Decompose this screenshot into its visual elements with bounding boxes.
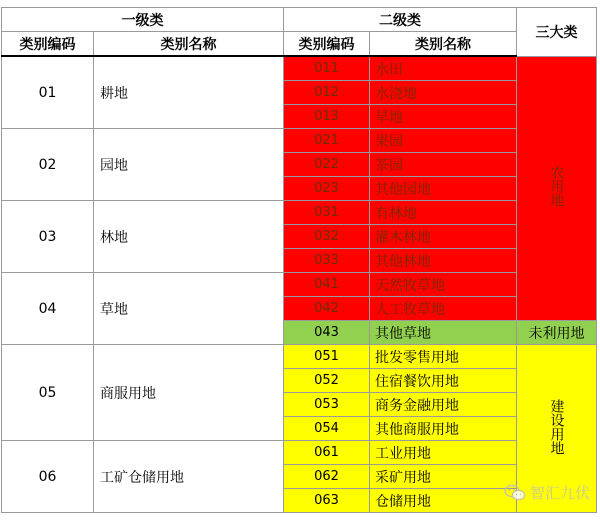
level2-name: 住宿餐饮用地	[370, 369, 517, 393]
level1-name: 耕地	[94, 56, 284, 129]
level2-code: 054	[284, 417, 370, 441]
header-level1: 一级类	[2, 8, 284, 32]
level2-name: 果园	[370, 129, 517, 153]
land-classification-table-wrapper	[1, 7, 597, 513]
header-three-categories: 三大类	[517, 8, 597, 57]
level2-code: 063	[284, 489, 370, 513]
level2-code: 032	[284, 225, 370, 249]
table-row	[2, 345, 597, 369]
header-level1-code: 类别编码	[2, 32, 94, 57]
table-row	[2, 129, 597, 153]
level1-name: 园地	[94, 129, 284, 201]
level2-code: 062	[284, 465, 370, 489]
level2-name: 其他草地	[370, 321, 517, 345]
watermark-text: 智汇九伏	[529, 484, 590, 502]
level1-name: 草地	[94, 273, 284, 345]
category-unused: 未利用地	[517, 321, 597, 345]
level2-code: 021	[284, 129, 370, 153]
level1-code: 01	[2, 56, 94, 129]
level2-name: 其他林地	[370, 249, 517, 273]
level1-code: 06	[2, 441, 94, 513]
wechat-icon	[504, 484, 526, 502]
level1-code: 03	[2, 201, 94, 273]
header-level1-name: 类别名称	[94, 32, 284, 57]
level2-name: 灌木林地	[370, 225, 517, 249]
level2-code: 043	[284, 321, 370, 345]
level1-code: 02	[2, 129, 94, 201]
table-row	[2, 441, 597, 465]
level2-name: 水浇地	[370, 81, 517, 105]
level2-code: 012	[284, 81, 370, 105]
level2-name: 水田	[370, 56, 517, 81]
level1-name: 商服用地	[94, 345, 284, 441]
level2-name: 仓储用地	[370, 489, 517, 513]
level2-code: 052	[284, 369, 370, 393]
level2-name: 旱地	[370, 105, 517, 129]
level2-code: 023	[284, 177, 370, 201]
level1-name: 林地	[94, 201, 284, 273]
level2-name: 批发零售用地	[370, 345, 517, 369]
level2-name: 有林地	[370, 201, 517, 225]
level1-name: 工矿仓储用地	[94, 441, 284, 513]
header-level2-code: 类别编码	[284, 32, 370, 57]
level2-name: 天然牧草地	[370, 273, 517, 297]
land-classification-table	[1, 7, 597, 513]
table-row	[2, 56, 597, 81]
level2-code: 022	[284, 153, 370, 177]
level2-name: 人工牧草地	[370, 297, 517, 321]
table-row	[2, 273, 597, 297]
table-row	[2, 201, 597, 225]
level2-code: 033	[284, 249, 370, 273]
header-level2: 二级类	[284, 8, 517, 32]
level2-name: 商务金融用地	[370, 393, 517, 417]
level2-code: 011	[284, 56, 370, 81]
level2-code: 053	[284, 393, 370, 417]
level2-code: 051	[284, 345, 370, 369]
level1-code: 04	[2, 273, 94, 345]
level2-name: 茶园	[370, 153, 517, 177]
level2-code: 031	[284, 201, 370, 225]
level2-code: 042	[284, 297, 370, 321]
watermark	[504, 482, 590, 503]
level2-name: 其他商服用地	[370, 417, 517, 441]
level2-code: 061	[284, 441, 370, 465]
category-agricultural	[517, 56, 597, 321]
level2-code: 013	[284, 105, 370, 129]
category-construction-label: 建设用地	[548, 398, 565, 455]
level2-name: 其他园地	[370, 177, 517, 201]
level2-code: 041	[284, 273, 370, 297]
header-level2-name: 类别名称	[370, 32, 517, 57]
category-agricultural-label: 农用地	[548, 165, 565, 208]
level2-name: 采矿用地	[370, 465, 517, 489]
level1-code: 05	[2, 345, 94, 441]
level2-name: 工业用地	[370, 441, 517, 465]
